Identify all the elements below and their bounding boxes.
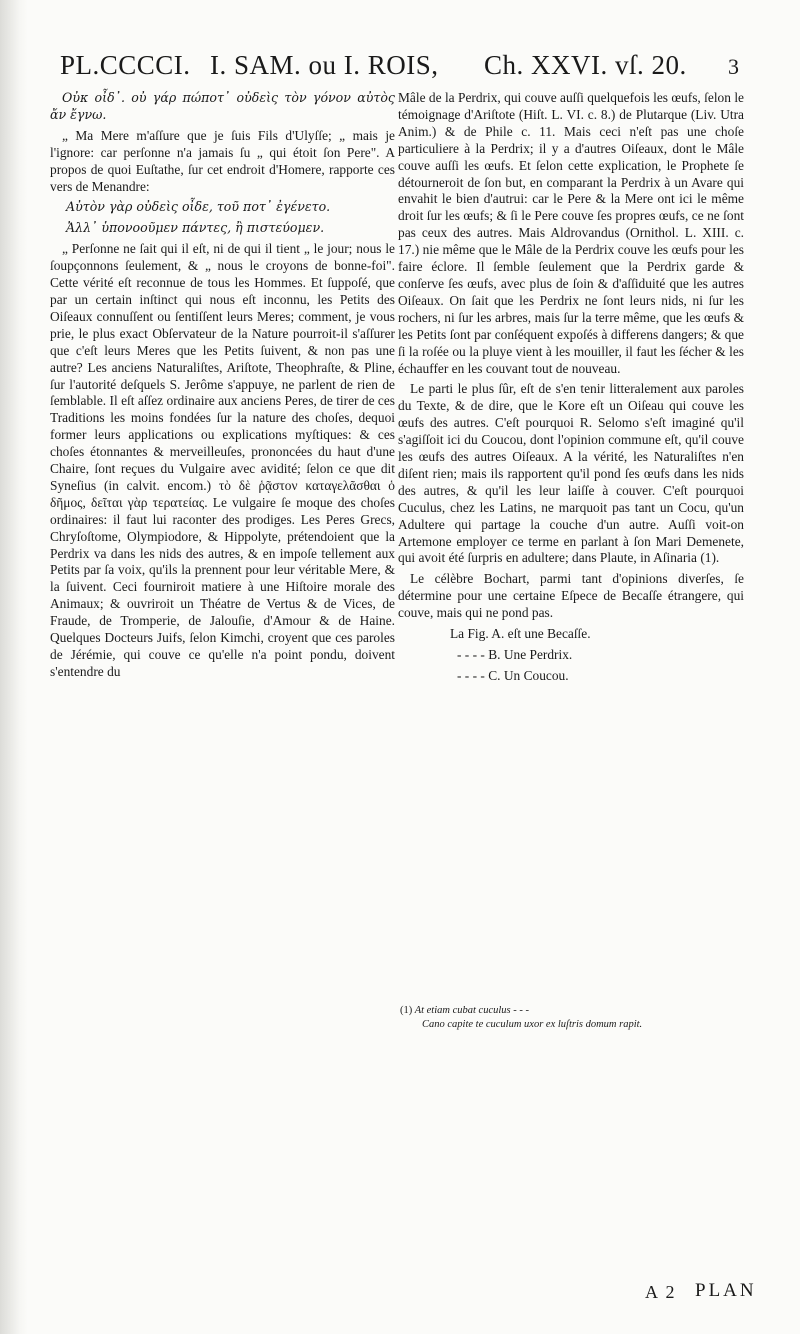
catchword: PLAN (695, 1280, 757, 1301)
footnote-line: Cano capite te cuculum uxor ex luſtris domum rapit. (422, 1019, 643, 1030)
figure-legend-b: - - - - B. Une Perdrix. (457, 647, 573, 662)
paragraph: „ Ma Mere m'aſſure que je ſuis Fils d'Ulyſſe; „ mais je l'ignore: car perſonne n'a jamais ſu „ qui étoit ſon Pere". A propos de quoi Euſtathe, ſur cet endroit d'Homere, rapporte ces vers de Menandre: (50, 127, 395, 194)
plate-number: PL.CCCCI. (60, 50, 191, 80)
book-reference: I. SAM. ou I. ROIS, (210, 50, 439, 80)
page-number: 3 (728, 54, 740, 79)
footnote (400, 1004, 780, 1032)
figure-legend-a: La Fig. A. eſt une Becaſſe. (450, 626, 591, 642)
left-column (50, 90, 395, 685)
paragraph: Le parti le plus ſûr, eſt de s'en tenir litteralement aux paroles du Texte, & de dire, que le Kore eſt un Oiſeau qui couve les œufs des autres. C'eſt pourquoi R. Selomo s'eſt imaginé qu'il s'agiſſoit ici du Coucou, dont l'opinion commune eſt, qu'il couve les œufs des autres Oiſeaux. A la vérité, les Naturaliſtes n'en diſent rien; mais ils rapportent qu'il pond ſes œufs dans les nids des autres, & qu'il les leur laiſſe à couver. C'eſt pourquoi Cuculus, chez les Latins, ne marquoit pas tant un Cocu, qu'un Adultere qui partage la couche d'un autre. Auſſi voit-on Artemone employer ce terme en parlant à ſon Mari Demenete, qui avoit été ſurpris en adultere; dans Plaute, in Aſinaria (1). (398, 381, 744, 566)
greek-verse: Ἀλλ᾽ ὑπονοοῦμεν πάντες, ἢ πιστεύομεν. (66, 220, 325, 236)
paragraph: Mâle de la Perdrix, qui couve auſſi quelquefois les œufs, ſelon le témoignage d'Ariſtote (Hiſt. L. VI. c. 8.) de Plutarque (Liv. Utra Anim.) & de Phile c. 11. Mais ceci n'eſt pas une choſe particuliere à la Perdrix; il y a d'autres Oiſeaux, dont le Mâle couve auſſi les œufs. Et ſelon cette explication, le Prophete ſe détourneroit de ſon but, en comparant la Perdrix à un Avare qui envahit le bien d'autrui: car le Pere & la Mere ont ici le même droit ſur les œufs; & ſi le Pere couve ſes propres œufs, ce ne ſont pas ceux des autres. Mais Aldrovandus (Ornithol. L. XIII. c. 17.) nie même que le Mâle de la Perdrix couve les œufs pour les faire éclore. Il ſemble ſeulement que la Perdrix garde & conſerve ſes œufs, avec plus de ſoin & d'aſſiduité que les autres Oiſeaux. On ſait que les Perdrix ne ſont leurs nids, ni ſur les rochers, ni ſur les arbres, mais ſur la terre même, que les œufs & les Petits ſont par conſéquent expoſés à differens dangers; & que ſi la roſée ou la pluye vient à les mouiller, il faut les ſécher & les échauffer en les couvant tout de nouveau. (398, 90, 744, 376)
paragraph: Le célèbre Bochart, parmi tant d'opinions diverſes, ſe détermine pour une certaine Eſpece de Becaſſe étrangere, qui couve, mais qui ne pond pas. (398, 571, 744, 621)
running-header (60, 50, 780, 86)
greek-verse: Αὐτὸν γὰρ οὐδεὶς οἶδε, τοῦ ποτ᾽ ἐγένετο. (66, 199, 331, 215)
right-column (398, 90, 744, 689)
signature-mark: A 2 (645, 1282, 677, 1302)
paragraph: „ Perſonne ne ſait qui il eſt, ni de qui il tient „ le jour; nous le ſoupçonnons ſeulement, & „ nous le croyons de bonne-foi". Cette vérité eſt reconnue de tous les Hommes. Et ſuppoſé, que par un certain inſtinct qui nous eſt inconnu, les Petits des Oiſeaux connuſſent ou ſentiſſent leurs Meres; comment, je vous prie, le plus exact Obſervateur de la Nature pourroit-il s'aſſurer que c'eſt leurs Meres que les Petits ſuivent, & non pas une autre? Les anciens Naturaliſtes, Ariſtote, Theophraſte, & Pline, ſur l'autorité deſquels S. Jerôme s'appuye, ne parlent de rien de ſemblable. Il eſt aſſez ordinaire aux anciens Peres, de tirer de ces Traditions les moins fondées ſur la nature des choſes, dequoi former leurs applications ou explications myſtiques: & ces choſes étonnantes & merveilleuſes, prononcées du haut d'une Chaire, ſont reçues du Vulgaire avec avidité; ſelon ce que dit Syneſius (in calvit. encom.) τὸ δὲ ῥᾷστον καταγελᾶσθαι ὁ δῆμος, δεῖται γὰρ τερατείας. Le vulgaire ſe moque des choſes ordinaires: il faut lui raconter des prodiges. Les Peres Grecs, Chryſoſtome, Olympiodore, & Hippolyte, prétendoient que la Perdrix va dans les nids des autres, & en impoſe tellement aux Petits par ſa voix, qu'ils la prennent pour leur véritable Mere, & la ſuivent. Ceci fourniroit matiere à une Hiſtoire morale des Animaux; & ouvriroit un Théatre de Vertus & de Vices, de Fraude, de Tromperie, de Jalouſie, d'Amour & de Haine. Quelques Docteurs Juifs, ſelon Kimchi, croyent que ces paroles de Jérémie, qui couve ce qu'elle n'a point pondu, doivent s'entendre du (50, 241, 395, 679)
chapter-reference: Ch. XXVI. vſ. 20. (484, 50, 687, 80)
footnote-number: (1) (400, 1005, 413, 1016)
footnote-text: At etiam cubat cuculus - - - (414, 1005, 529, 1016)
figure-legend-c: - - - - C. Un Coucou. (457, 667, 569, 683)
greek-quote: Οὐκ οἶδ᾽. οὐ γάρ πώποτ᾽ οὐδεὶς τὸν γόνον αὐτὸς ἄν ἔγνω. (50, 90, 395, 122)
footnote-line (400, 1004, 780, 1018)
